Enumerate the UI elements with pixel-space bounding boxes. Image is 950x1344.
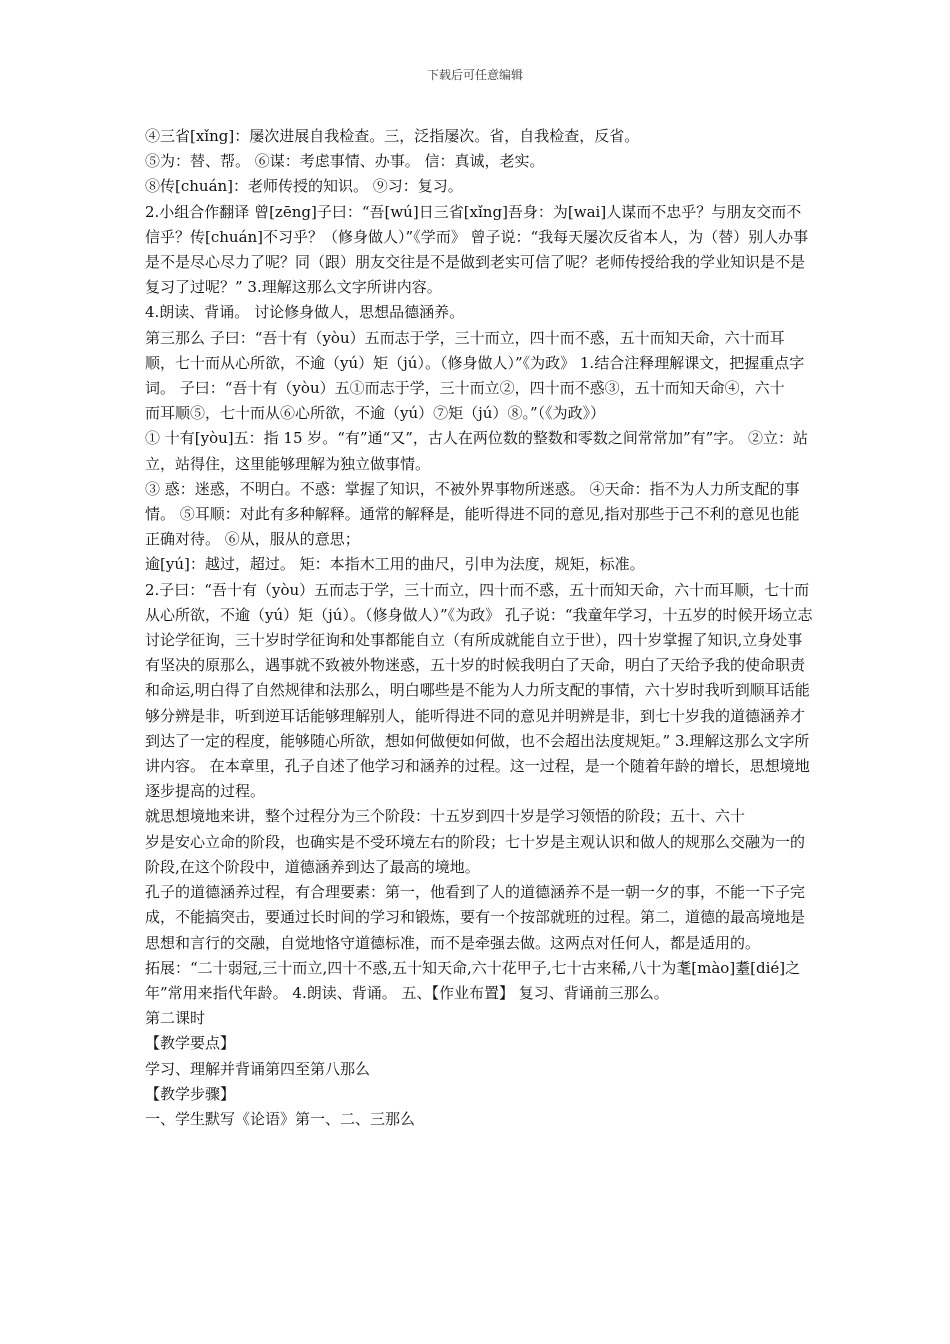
paragraph: 4.朗读、背诵。 讨论修身做人，思想品德涵养。 <box>145 303 465 322</box>
paragraph: ⑧传[chuán]：老师传授的知识。 ⑨习：复习。 <box>145 177 463 196</box>
document-body <box>145 124 813 1132</box>
section-heading: 【教学要点】 <box>145 1034 236 1053</box>
paragraph: 2.子曰：“吾十有（yòu）五而志于学，三十而立，四十而不惑，五十而知天命，六十而耳顺，七十而从心所欲，不逾（yú）矩（jú）。（修身做人）”《为政》 孔子说：“我童年学习，十五岁的时候开场立志讨论学征询，三十岁时学征询和处事都能自立（有所成就能自立于世），四十岁掌握了知识,立身处事有坚决的原那么，遇事就不致被外物迷惑，五十岁的时候我明白了天命，明白了天给予我的使命职责和命运,明白得了自然规律和法那么，明白哪些是不能为人力所支配的事情，六十岁时我听到顺耳话能够分辨是非，听到逆耳话能够理解别人，能听得进不同的意见并明辨是非，到七十岁我的道德涵养才到达了一定的程度，能够随心所欲，想如何做便如何做，也不会超出法度规矩。” 3.理解这那么文字所讲内容。 在本章里，孔子自述了他学习和涵养的过程。这一过程，是一个随着年龄的增长，思想境地逐步提高的过程。 <box>145 580 813 801</box>
paragraph: 第三那么 子曰：“吾十有（yòu）五而志于学，三十而立，四十而不惑，五十而知天命，六十而耳顺，七十而从心所欲，不逾（yú）矩（jú）。（修身做人）”《为政》 1.结合注释理解课文，把握重点字词。 子曰：“吾十有（yòu）五①而志于学，三十而立②，四十而不惑③，五十而知天命④，六十 <box>145 328 805 398</box>
paragraph: ⑤为：替、帮。 ⑥谋：考虑事情、办事。 信：真诚，老实。 <box>145 152 545 171</box>
paragraph: 拓展：“二十弱冠,三十而立,四十不惑,五十知天命,六十花甲子,七十古来稀,八十为耄[mào]耋[dié]之年”常用来指代年龄。 4.朗读、背诵。 五、【作业布置】 复习、背诵前三那么。 <box>145 958 801 1002</box>
paragraph: 就思想境地来讲，整个过程分为三个阶段：十五岁到四十岁是学习领悟的阶段；五十、六十 <box>145 807 746 826</box>
paragraph: ④三省[xǐng]：屡次进展自我检查。三，泛指屡次。省，自我检查，反省。 <box>145 127 640 145</box>
section-heading: 【教学步骤】 <box>145 1084 236 1103</box>
paragraph: 而耳顺⑤，七十而从⑥心所欲，不逾（yú）⑦矩（jú）⑧。”（《为政》） <box>145 404 606 423</box>
paragraph: ③ 惑：迷惑，不明白。不惑：掌握了知识，不被外界事物所迷惑。 ④天命：指不为人力所支配的事情。 ⑤耳顺：对此有多种解释。通常的解释是，能听得进不同的意见,指对那些于己不利的意见也能正确对待。 ⑥从，服从的意思； <box>145 479 800 549</box>
page-header: 下载后可任意编辑 <box>426 68 523 82</box>
paragraph: 岁是安心立命的阶段，也确实是不受环境左右的阶段；七十岁是主观认识和做人的规那么交融为一的阶段,在这个阶段中，道德涵养到达了最高的境地。 <box>145 832 806 876</box>
paragraph: 2.小组合作翻译 曾[zēng]子曰：“吾[wú]日三省[xǐng]吾身：为[wai]人谋而不忠乎？与朋友交而不信乎？传[chuán]不习乎？（修身做人）”《学而》 曾子说：“我每天屡次反省本人，为（替）别人办事是不是尽心尽力了呢？同（跟）朋友交往是不是做到老实可信了呢？老师传授给我的学业知识是不是复习了过呢？” 3.理解这那么文字所讲内容。 <box>145 202 809 297</box>
paragraph: 孔子的道德涵养过程，有合理要素：第一，他看到了人的道德涵养不是一朝一夕的事，不能一下子完成，不能搞突击，要通过长时间的学习和锻炼，要有一个按部就班的过程。第二，道德的最高境地是思想和言行的交融，自觉地恪守道德标准，而不是牵强去做。这两点对任何人，都是适用的。 <box>145 883 806 952</box>
paragraph: 逾[yú]：越过，超过。 矩：本指木工用的曲尺，引申为法度，规矩，标准。 <box>145 555 645 574</box>
section-heading: 第二课时 <box>145 1009 206 1028</box>
paragraph: ① 十有[yòu]五：指 15 岁。“有”通“又”，古人在两位数的整数和零数之间常常加”有”字。 ②立：站立，站得住，这里能够理解为独立做事情。 <box>145 429 809 473</box>
paragraph: 一、学生默写《论语》第一、二、三那么 <box>145 1109 416 1128</box>
paragraph: 学习、理解并背诵第四至第八那么 <box>145 1059 371 1078</box>
